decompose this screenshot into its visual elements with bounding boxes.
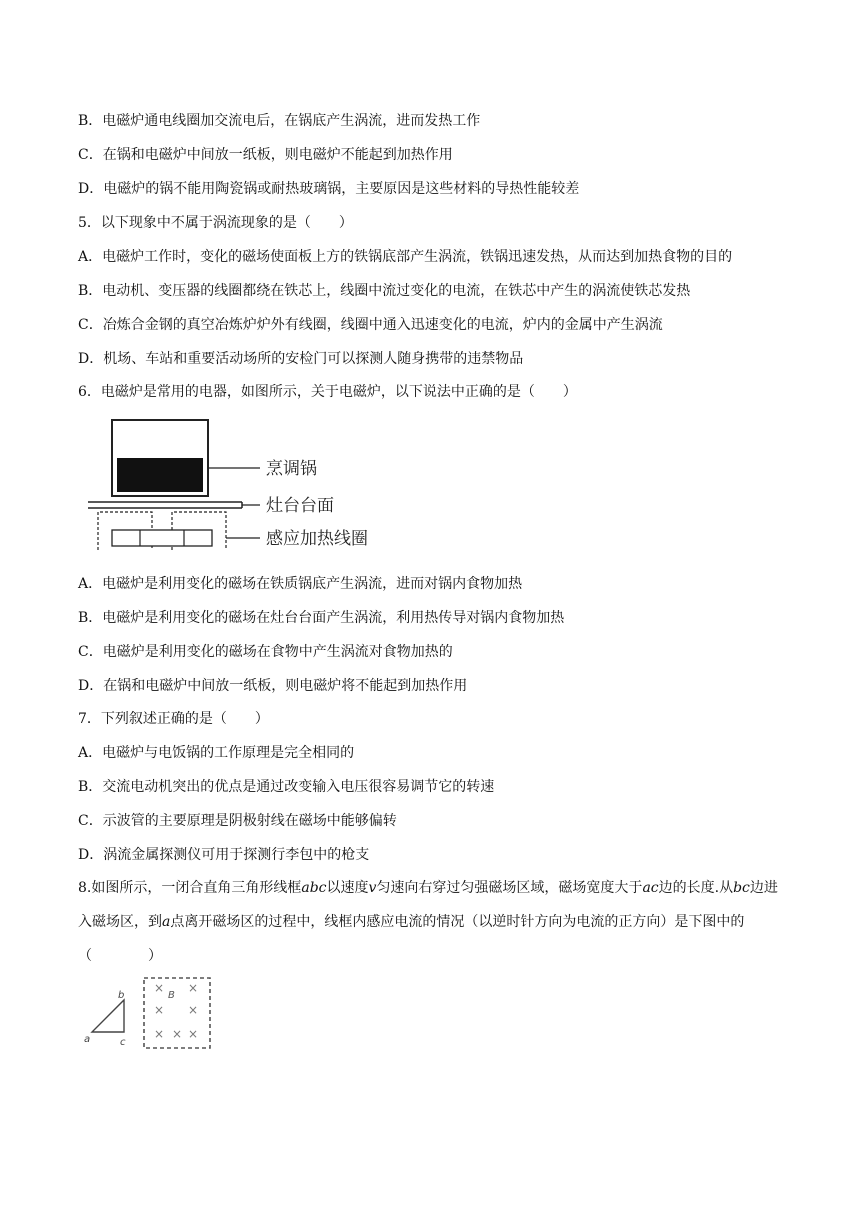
induction-cooker-figure: [84, 416, 394, 562]
label-c: c: [120, 1037, 126, 1048]
q8-stem: 8.如图所示，一闭合直角三角形线框abc以速度v匀速向右穿过匀强磁场区域，磁场宽度大于ac边的长度.从bc边进入磁场区，到a点离开磁场区的过程中，线框内感应电流的情况（以逆时针方向为电流的正方向）是下图中的（ ）: [78, 880, 778, 964]
label-coil: 感应加热线圈: [266, 529, 368, 549]
label-field: B: [168, 990, 175, 1001]
q6-option-b: B．电磁炉是利用变化的磁场在灶台台面产生涡流，利用热传导对锅内食物加热: [78, 610, 565, 626]
q6-option-a: A．电磁炉是利用变化的磁场在铁质锅底产生涡流，进而对锅内食物加热: [78, 576, 523, 592]
q7-option-b: B．交流电动机突出的优点是通过改变输入电压很容易调节它的转速: [78, 779, 495, 795]
label-a: a: [84, 1034, 91, 1045]
cross-mark: ×: [188, 1027, 199, 1041]
q5-option-c: C．冶炼合金钢的真空冶炼炉炉外有线圈，线圈中通入迅速变化的电流，炉内的金属中产生涡流: [78, 317, 663, 333]
label-stove: 灶台台面: [266, 496, 334, 516]
q5-stem: 5．以下现象中不属于涡流现象的是（ ）: [78, 215, 353, 231]
cross-mark: ×: [188, 981, 199, 995]
label-pot: 烹调锅: [266, 459, 317, 479]
cross-mark: ×: [154, 1027, 165, 1041]
cross-mark: ×: [188, 1003, 199, 1017]
q6-stem: 6．电磁炉是常用的电器，如图所示，关于电磁炉，以下说法中正确的是（ ）: [78, 384, 577, 400]
pot-food: [117, 458, 203, 492]
cross-mark: ×: [172, 1027, 183, 1041]
q5-option-d: D．机场、车站和重要活动场所的安检门可以探测人随身携带的违禁物品: [78, 351, 524, 367]
q7-option-a: A．电磁炉与电饭锅的工作原理是完全相同的: [78, 745, 355, 761]
q5-option-b: B．电动机、变压器的线圈都绕在铁芯上，线圈中流过变化的电流，在铁芯中产生的涡流使铁芯发热: [78, 283, 691, 299]
q6-option-d: D．在锅和电磁炉中间放一纸板，则电磁炉将不能起到加热作用: [78, 678, 468, 694]
cross-mark: ×: [154, 1003, 165, 1017]
label-b: b: [118, 990, 125, 1001]
heating-coil: [112, 530, 212, 546]
q6-option-c: C．电磁炉是利用变化的磁场在食物中产生涡流对食物加热的: [78, 644, 453, 660]
q4-option-c: C．在锅和电磁炉中间放一纸板，则电磁炉不能起到加热作用: [78, 147, 453, 163]
triangle-field-figure: [82, 974, 216, 1052]
q7-option-d: D．涡流金属探测仪可用于探测行李包中的枪支: [78, 847, 370, 863]
triangle-frame: [92, 1000, 124, 1032]
q4-option-b: B．电磁炉通电线圈加交流电后，在锅底产生涡流，进而发热工作: [78, 113, 481, 129]
q7-option-c: C．示波管的主要原理是阴极射线在磁场中能够偏转: [78, 813, 397, 829]
q5-option-a: A．电磁炉工作时，变化的磁场使面板上方的铁锅底部产生涡流，铁锅迅速发热，从而达到加热食物的目的: [78, 249, 733, 265]
q4-option-d: D．电磁炉的锅不能用陶瓷锅或耐热玻璃锅，主要原因是这些材料的导热性能较差: [78, 181, 580, 197]
cross-mark: ×: [154, 981, 165, 995]
q7-stem: 7．下列叙述正确的是（ ）: [78, 711, 269, 727]
